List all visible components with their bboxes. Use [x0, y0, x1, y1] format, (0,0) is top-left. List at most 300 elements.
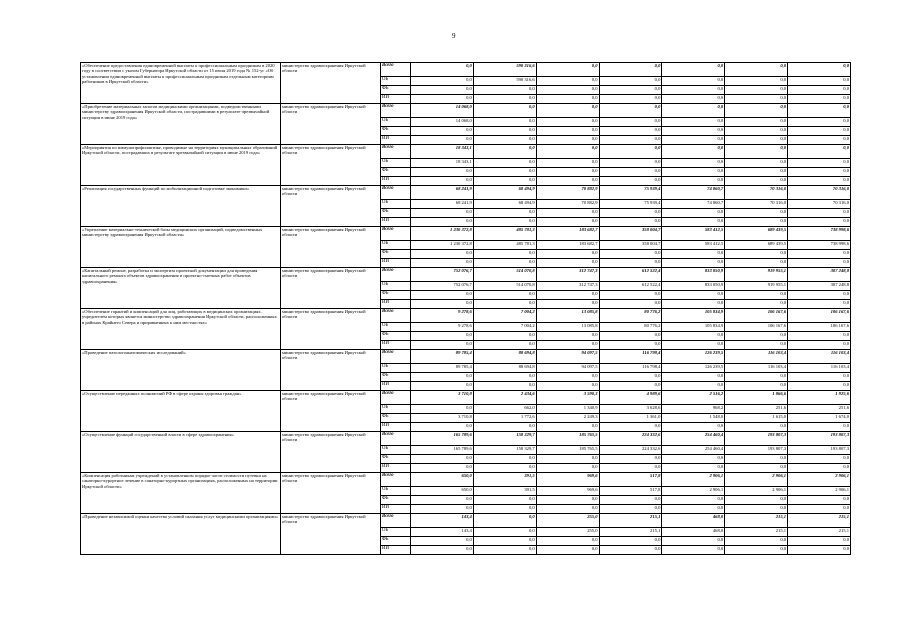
- amount-cell: 0,0: [473, 423, 536, 432]
- amount-cell: 0,0: [411, 168, 474, 177]
- table-row: [81, 350, 851, 364]
- amount-cell: 0,0: [536, 104, 599, 118]
- amount-cell: 833 050,9: [662, 268, 725, 282]
- funding-source-cell: Всего: [381, 432, 411, 446]
- funding-source-cell: ОБ: [381, 323, 411, 332]
- amount-cell: 68 241,9: [411, 200, 474, 209]
- amount-cell: 0,0: [411, 464, 474, 473]
- amount-cell: 70 316,0: [788, 186, 851, 200]
- amount-cell: 0,0: [473, 341, 536, 350]
- amount-cell: 0,0: [662, 218, 725, 227]
- table-row: [81, 268, 851, 282]
- amount-cell: 1 615,0: [725, 414, 788, 423]
- amount-cell: 0,0: [536, 382, 599, 391]
- amount-cell: 0,0: [473, 382, 536, 391]
- amount-cell: 0,0: [599, 95, 662, 104]
- amount-cell: 514 070,8: [473, 268, 536, 282]
- funding-source-cell: Всего: [381, 186, 411, 200]
- funding-source-cell: ИИ: [381, 95, 411, 104]
- amount-cell: 80 776,2: [599, 309, 662, 323]
- amount-cell: 0,0: [662, 136, 725, 145]
- amount-cell: 0,0: [662, 86, 725, 95]
- amount-cell: 919 955,1: [725, 268, 788, 282]
- amount-cell: 0,0: [473, 136, 536, 145]
- amount-cell: 70 882,9: [536, 200, 599, 209]
- amount-cell: 7 004,2: [473, 323, 536, 332]
- amount-cell: 0,0: [662, 496, 725, 505]
- amount-cell: 0,0: [473, 514, 536, 528]
- amount-cell: 2 906,1: [725, 473, 788, 487]
- amount-cell: 0,0: [473, 455, 536, 464]
- amount-cell: 312 747,3: [536, 268, 599, 282]
- funding-source-cell: ФБ: [381, 86, 411, 95]
- amount-cell: 0,0: [599, 546, 662, 555]
- amount-cell: 0,0: [411, 455, 474, 464]
- amount-cell: 74 860,7: [662, 186, 725, 200]
- amount-cell: 0,0: [662, 77, 725, 86]
- amount-cell: 0,0: [599, 464, 662, 473]
- amount-cell: 215,1: [599, 528, 662, 537]
- amount-cell: 0,0: [411, 505, 474, 514]
- amount-cell: 0,0: [536, 464, 599, 473]
- executor-cell: министерство здравоохранения Иркутской области: [281, 145, 381, 186]
- amount-cell: 0,0: [599, 382, 662, 391]
- amount-cell: 116 798,4: [599, 350, 662, 364]
- amount-cell: 0,0: [725, 300, 788, 309]
- amount-cell: 0,0: [536, 145, 599, 159]
- funding-source-cell: Всего: [381, 350, 411, 364]
- amount-cell: 0,0: [473, 95, 536, 104]
- amount-cell: 0,0: [662, 505, 725, 514]
- amount-cell: 0,0: [473, 259, 536, 268]
- amount-cell: 1 925,6: [788, 391, 851, 405]
- amount-cell: 0,0: [725, 177, 788, 186]
- amount-cell: 0,0: [411, 209, 474, 218]
- amount-cell: 612 522,4: [599, 282, 662, 291]
- amount-cell: 0,0: [411, 127, 474, 136]
- funding-source-cell: ИИ: [381, 341, 411, 350]
- amount-cell: 94 097,5: [536, 350, 599, 364]
- amount-cell: 0,0: [536, 177, 599, 186]
- amount-cell: 650,0: [411, 473, 474, 487]
- amount-cell: 14 068,0: [411, 118, 474, 127]
- funding-source-cell: Всего: [381, 227, 411, 241]
- amount-cell: 0,0: [662, 250, 725, 259]
- amount-cell: 0,0: [725, 291, 788, 300]
- event-name-cell: «Осуществление функций государственной власти в сфере здравоохранения»: [81, 432, 281, 473]
- funding-source-cell: ОБ: [381, 364, 411, 373]
- amount-cell: 0,0: [536, 259, 599, 268]
- amount-cell: 193 807,3: [788, 446, 851, 455]
- amount-cell: 2 906,1: [662, 473, 725, 487]
- amount-cell: 1 772,6: [473, 414, 536, 423]
- amount-cell: 215,1: [788, 528, 851, 537]
- executor-cell: министерство здравоохранения Иркутской области: [281, 350, 381, 391]
- amount-cell: 0,0: [788, 341, 851, 350]
- amount-cell: 70 316,0: [788, 200, 851, 209]
- amount-cell: 70 316,0: [725, 200, 788, 209]
- amount-cell: 0,0: [411, 332, 474, 341]
- executor-cell: министерство здравоохранения Иркутской области: [281, 473, 381, 514]
- amount-cell: 0,0: [411, 86, 474, 95]
- amount-cell: 0,0: [725, 496, 788, 505]
- amount-cell: 358 004,7: [599, 227, 662, 241]
- amount-cell: 0,0: [536, 95, 599, 104]
- amount-cell: 0,0: [788, 291, 851, 300]
- amount-cell: 0,0: [473, 177, 536, 186]
- amount-cell: 126 239,5: [662, 350, 725, 364]
- executor-cell: министерство здравоохранения Иркутской области: [281, 391, 381, 432]
- amount-cell: 106 167,6: [725, 323, 788, 332]
- amount-cell: 0,0: [536, 218, 599, 227]
- event-name-cell: «Обеспечение предоставления единовременной выплаты к профессиональным праздникам в 2020 году в соответствии с указом Губернатора Иркутской области от 15 июля 2019 года № 152-уг «Об установлении единовременной выплаты к профессиональным праздникам отдельным категориям работников в Иркутской области»: [81, 63, 281, 104]
- amount-cell: 89 785,4: [411, 350, 474, 364]
- amount-cell: 255,0: [536, 514, 599, 528]
- amount-cell: 251,6: [725, 405, 788, 414]
- amount-cell: 0,0: [788, 537, 851, 546]
- funding-source-cell: ФБ: [381, 168, 411, 177]
- amount-cell: 0,0: [725, 218, 788, 227]
- amount-cell: 0,0: [536, 341, 599, 350]
- amount-cell: 70 882,9: [536, 186, 599, 200]
- amount-cell: 0,0: [662, 464, 725, 473]
- amount-cell: 1 340,9: [536, 405, 599, 414]
- amount-cell: 193 807,3: [725, 432, 788, 446]
- amount-cell: 0,0: [473, 505, 536, 514]
- amount-cell: 0,0: [662, 168, 725, 177]
- amount-cell: 0,0: [788, 546, 851, 555]
- funding-source-cell: ИИ: [381, 382, 411, 391]
- amount-cell: 0,0: [536, 63, 599, 77]
- amount-cell: 0,0: [788, 77, 851, 86]
- amount-cell: 969,6: [536, 473, 599, 487]
- amount-cell: 0,0: [662, 291, 725, 300]
- amount-cell: 143,4: [411, 514, 474, 528]
- amount-cell: 0,0: [599, 332, 662, 341]
- amount-cell: 468,0: [662, 514, 725, 528]
- amount-cell: 0,0: [536, 168, 599, 177]
- amount-cell: 752 076,7: [411, 268, 474, 282]
- amount-cell: 105 834,9: [662, 309, 725, 323]
- amount-cell: 183 682,7: [536, 227, 599, 241]
- amount-cell: 215,1: [725, 514, 788, 528]
- funding-source-cell: ИИ: [381, 464, 411, 473]
- amount-cell: 0,0: [788, 177, 851, 186]
- amount-cell: 919 955,1: [725, 282, 788, 291]
- amount-cell: 106 167,6: [725, 309, 788, 323]
- amount-cell: 255,0: [536, 528, 599, 537]
- amount-cell: 0,0: [662, 341, 725, 350]
- amount-cell: 2 516,2: [662, 391, 725, 405]
- funding-source-cell: ОБ: [381, 77, 411, 86]
- funding-source-cell: ИИ: [381, 300, 411, 309]
- funding-source-cell: ИИ: [381, 177, 411, 186]
- funding-source-cell: ФБ: [381, 209, 411, 218]
- amount-cell: 0,0: [725, 104, 788, 118]
- amount-cell: 0,0: [411, 259, 474, 268]
- amount-cell: 116 103,4: [788, 350, 851, 364]
- funding-source-cell: ИИ: [381, 546, 411, 555]
- amount-cell: 0,0: [536, 546, 599, 555]
- amount-cell: 0,0: [725, 332, 788, 341]
- amount-cell: 0,0: [411, 546, 474, 555]
- amount-cell: 0,0: [473, 373, 536, 382]
- amount-cell: 0,0: [725, 95, 788, 104]
- amount-cell: 185 765,5: [536, 446, 599, 455]
- amount-cell: 0,0: [536, 455, 599, 464]
- amount-cell: 0,0: [725, 63, 788, 77]
- amount-cell: 0,0: [662, 259, 725, 268]
- amount-cell: 224 332,6: [599, 446, 662, 455]
- funding-source-cell: Всего: [381, 145, 411, 159]
- amount-cell: 126 239,5: [662, 364, 725, 373]
- amount-cell: 0,0: [536, 159, 599, 168]
- executor-cell: министерство здравоохранения Иркутской области: [281, 63, 381, 104]
- funding-source-cell: ИИ: [381, 218, 411, 227]
- amount-cell: 0,0: [662, 145, 725, 159]
- funding-source-cell: ФБ: [381, 414, 411, 423]
- amount-cell: 0,0: [536, 136, 599, 145]
- amount-cell: 116 103,4: [788, 364, 851, 373]
- amount-cell: 0,0: [473, 528, 536, 537]
- amount-cell: 0,0: [536, 537, 599, 546]
- amount-cell: 590 316,6: [473, 63, 536, 77]
- amount-cell: 1 548,0: [662, 414, 725, 423]
- amount-cell: 517,8: [599, 473, 662, 487]
- event-name-cell: «Мероприятия по иммунопрофилактике, проводимые на территориях муниципальных образований Иркутской области, пострадавших в результате чрезвычайной ситуации в июне 2019 года»: [81, 145, 281, 186]
- amount-cell: 4 989,6: [599, 391, 662, 405]
- amount-cell: 0,0: [788, 86, 851, 95]
- amount-cell: 391,5: [473, 487, 536, 496]
- amount-cell: 0,0: [725, 505, 788, 514]
- event-name-cell: «Укрепление материально-технической базы медицинских организаций, подведомственных министерству здравоохранения Иркутской области»: [81, 227, 281, 268]
- amount-cell: 0,0: [599, 423, 662, 432]
- amount-cell: 0,0: [788, 423, 851, 432]
- amount-cell: 106 167,6: [788, 309, 851, 323]
- executor-cell: министерство здравоохранения Иркутской области: [281, 309, 381, 350]
- amount-cell: 254 460,4: [662, 432, 725, 446]
- funding-source-cell: ОБ: [381, 405, 411, 414]
- amount-cell: 312 747,3: [536, 282, 599, 291]
- amount-cell: 0,0: [599, 145, 662, 159]
- amount-cell: 94 097,5: [536, 364, 599, 373]
- amount-cell: 0,0: [473, 159, 536, 168]
- amount-cell: 0,0: [599, 300, 662, 309]
- funding-source-cell: Всего: [381, 473, 411, 487]
- amount-cell: 3 710,8: [411, 414, 474, 423]
- funding-source-cell: ОБ: [381, 200, 411, 209]
- amount-cell: 0,0: [536, 423, 599, 432]
- amount-cell: 0,0: [725, 145, 788, 159]
- amount-cell: 0,0: [725, 546, 788, 555]
- amount-cell: 0,0: [473, 86, 536, 95]
- amount-cell: 0,0: [662, 455, 725, 464]
- amount-cell: 0,0: [788, 496, 851, 505]
- event-name-cell: «Проведение независимой оценки качества условий оказания услуг медицинскими организациями»: [81, 514, 281, 555]
- amount-cell: 0,0: [662, 332, 725, 341]
- amount-cell: 0,0: [788, 464, 851, 473]
- amount-cell: 583 412,5: [662, 227, 725, 241]
- amount-cell: 0,0: [473, 496, 536, 505]
- amount-cell: 0,0: [599, 118, 662, 127]
- amount-cell: 185 765,5: [536, 432, 599, 446]
- funding-source-cell: ФБ: [381, 250, 411, 259]
- amount-cell: 0,0: [788, 250, 851, 259]
- amount-cell: 2 906,1: [788, 487, 851, 496]
- amount-cell: 485 781,3: [473, 227, 536, 241]
- amount-cell: 0,0: [662, 382, 725, 391]
- amount-cell: 2 906,1: [788, 473, 851, 487]
- amount-cell: 0,0: [725, 209, 788, 218]
- amount-cell: 0,0: [725, 464, 788, 473]
- amount-cell: 0,0: [788, 455, 851, 464]
- amount-cell: 0,0: [662, 95, 725, 104]
- amount-cell: 0,0: [662, 373, 725, 382]
- funding-source-cell: Всего: [381, 514, 411, 528]
- table-row: [81, 391, 851, 405]
- amount-cell: 0,0: [411, 291, 474, 300]
- funding-source-cell: Всего: [381, 391, 411, 405]
- amount-cell: 116 798,4: [599, 364, 662, 373]
- executor-cell: министерство здравоохранения Иркутской области: [281, 227, 381, 268]
- amount-cell: 2 906,1: [725, 487, 788, 496]
- amount-cell: 0,0: [599, 373, 662, 382]
- table-row: [81, 227, 851, 241]
- table-row: [81, 63, 851, 77]
- amount-cell: 0,0: [536, 300, 599, 309]
- amount-cell: 158 329,7: [473, 432, 536, 446]
- budget-table: [80, 62, 851, 555]
- funding-source-cell: ФБ: [381, 373, 411, 382]
- amount-cell: 251,6: [788, 405, 851, 414]
- amount-cell: 0,0: [725, 127, 788, 136]
- amount-cell: 0,0: [788, 104, 851, 118]
- amount-cell: 517,8: [599, 487, 662, 496]
- amount-cell: 14 068,0: [411, 104, 474, 118]
- table-row: [81, 309, 851, 323]
- table-row: [81, 514, 851, 528]
- amount-cell: 650,0: [411, 487, 474, 496]
- amount-cell: 0,0: [725, 136, 788, 145]
- amount-cell: 0,0: [599, 63, 662, 77]
- amount-cell: 0,0: [662, 209, 725, 218]
- amount-cell: 2 434,6: [473, 391, 536, 405]
- amount-cell: 0,0: [662, 159, 725, 168]
- amount-cell: 0,0: [788, 300, 851, 309]
- amount-cell: 0,0: [411, 136, 474, 145]
- event-name-cell: «Реализация государственных функций по мобилизационной подготовке экономики»: [81, 186, 281, 227]
- funding-source-cell: ФБ: [381, 537, 411, 546]
- amount-cell: 0,0: [599, 341, 662, 350]
- amount-cell: 0,0: [662, 546, 725, 555]
- amount-cell: 391,5: [473, 473, 536, 487]
- amount-cell: 2 249,3: [536, 414, 599, 423]
- funding-source-cell: ОБ: [381, 528, 411, 537]
- amount-cell: 0,0: [411, 373, 474, 382]
- funding-source-cell: Всего: [381, 268, 411, 282]
- amount-cell: 9 278,6: [411, 309, 474, 323]
- amount-cell: 0,0: [536, 77, 599, 86]
- executor-cell: министерство здравоохранения Иркутской области: [281, 268, 381, 309]
- amount-cell: 0,0: [788, 332, 851, 341]
- amount-cell: 307 248,8: [788, 268, 851, 282]
- table-row: [81, 186, 851, 200]
- amount-cell: 0,0: [411, 300, 474, 309]
- amount-cell: 0,0: [725, 159, 788, 168]
- amount-cell: 0,0: [788, 505, 851, 514]
- amount-cell: 662,0: [473, 405, 536, 414]
- amount-cell: 193 807,3: [788, 432, 851, 446]
- amount-cell: 752 076,7: [411, 282, 474, 291]
- funding-source-cell: ОБ: [381, 241, 411, 250]
- amount-cell: 68 494,9: [473, 200, 536, 209]
- amount-cell: 0,0: [411, 423, 474, 432]
- amount-cell: 0,0: [788, 145, 851, 159]
- amount-cell: 1 230 372,8: [411, 241, 474, 250]
- amount-cell: 18 343,1: [411, 145, 474, 159]
- event-name-cell: «Осуществление переданных полномочий РФ в сфере охраны здоровья граждан»: [81, 391, 281, 432]
- amount-cell: 0,0: [411, 250, 474, 259]
- amount-cell: 0,0: [473, 464, 536, 473]
- amount-cell: 89 785,4: [411, 364, 474, 373]
- amount-cell: 0,0: [725, 455, 788, 464]
- amount-cell: 143,4: [411, 528, 474, 537]
- amount-cell: 0,0: [599, 455, 662, 464]
- table-row: [81, 473, 851, 487]
- amount-cell: 116 103,4: [725, 350, 788, 364]
- amount-cell: 0,0: [599, 505, 662, 514]
- funding-source-cell: ФБ: [381, 291, 411, 300]
- amount-cell: 485 781,3: [473, 241, 536, 250]
- amount-cell: 0,0: [725, 77, 788, 86]
- amount-cell: 0,0: [662, 423, 725, 432]
- amount-cell: 0,0: [536, 373, 599, 382]
- amount-cell: 0,0: [662, 300, 725, 309]
- amount-cell: 74 860,7: [662, 200, 725, 209]
- amount-cell: 590 316,6: [473, 77, 536, 86]
- amount-cell: 0,0: [473, 118, 536, 127]
- table-row: [81, 145, 851, 159]
- amount-cell: 0,0: [536, 127, 599, 136]
- executor-cell: министерство здравоохранения Иркутской области: [281, 514, 381, 555]
- amount-cell: 193 807,3: [725, 446, 788, 455]
- amount-cell: 7 004,2: [473, 309, 536, 323]
- amount-cell: 612 522,4: [599, 268, 662, 282]
- amount-cell: 105 834,9: [662, 323, 725, 332]
- amount-cell: 0,0: [411, 218, 474, 227]
- funding-source-cell: ИИ: [381, 505, 411, 514]
- amount-cell: 0,0: [725, 86, 788, 95]
- executor-cell: министерство здравоохранения Иркутской области: [281, 432, 381, 473]
- funding-source-cell: Всего: [381, 104, 411, 118]
- funding-source-cell: ИИ: [381, 423, 411, 432]
- amount-cell: 88 694,8: [473, 350, 536, 364]
- amount-cell: 0,0: [788, 259, 851, 268]
- amount-cell: 0,0: [788, 136, 851, 145]
- amount-cell: 183 682,7: [536, 241, 599, 250]
- amount-cell: 0,0: [473, 145, 536, 159]
- amount-cell: 0,0: [725, 250, 788, 259]
- table-row: [81, 104, 851, 118]
- amount-cell: 0,0: [662, 104, 725, 118]
- amount-cell: 80 776,2: [599, 323, 662, 332]
- amount-cell: 0,0: [411, 77, 474, 86]
- amount-cell: 0,0: [725, 373, 788, 382]
- amount-cell: 165 789,6: [411, 446, 474, 455]
- amount-cell: 0,0: [411, 177, 474, 186]
- amount-cell: 968,2: [662, 405, 725, 414]
- amount-cell: 0,0: [599, 537, 662, 546]
